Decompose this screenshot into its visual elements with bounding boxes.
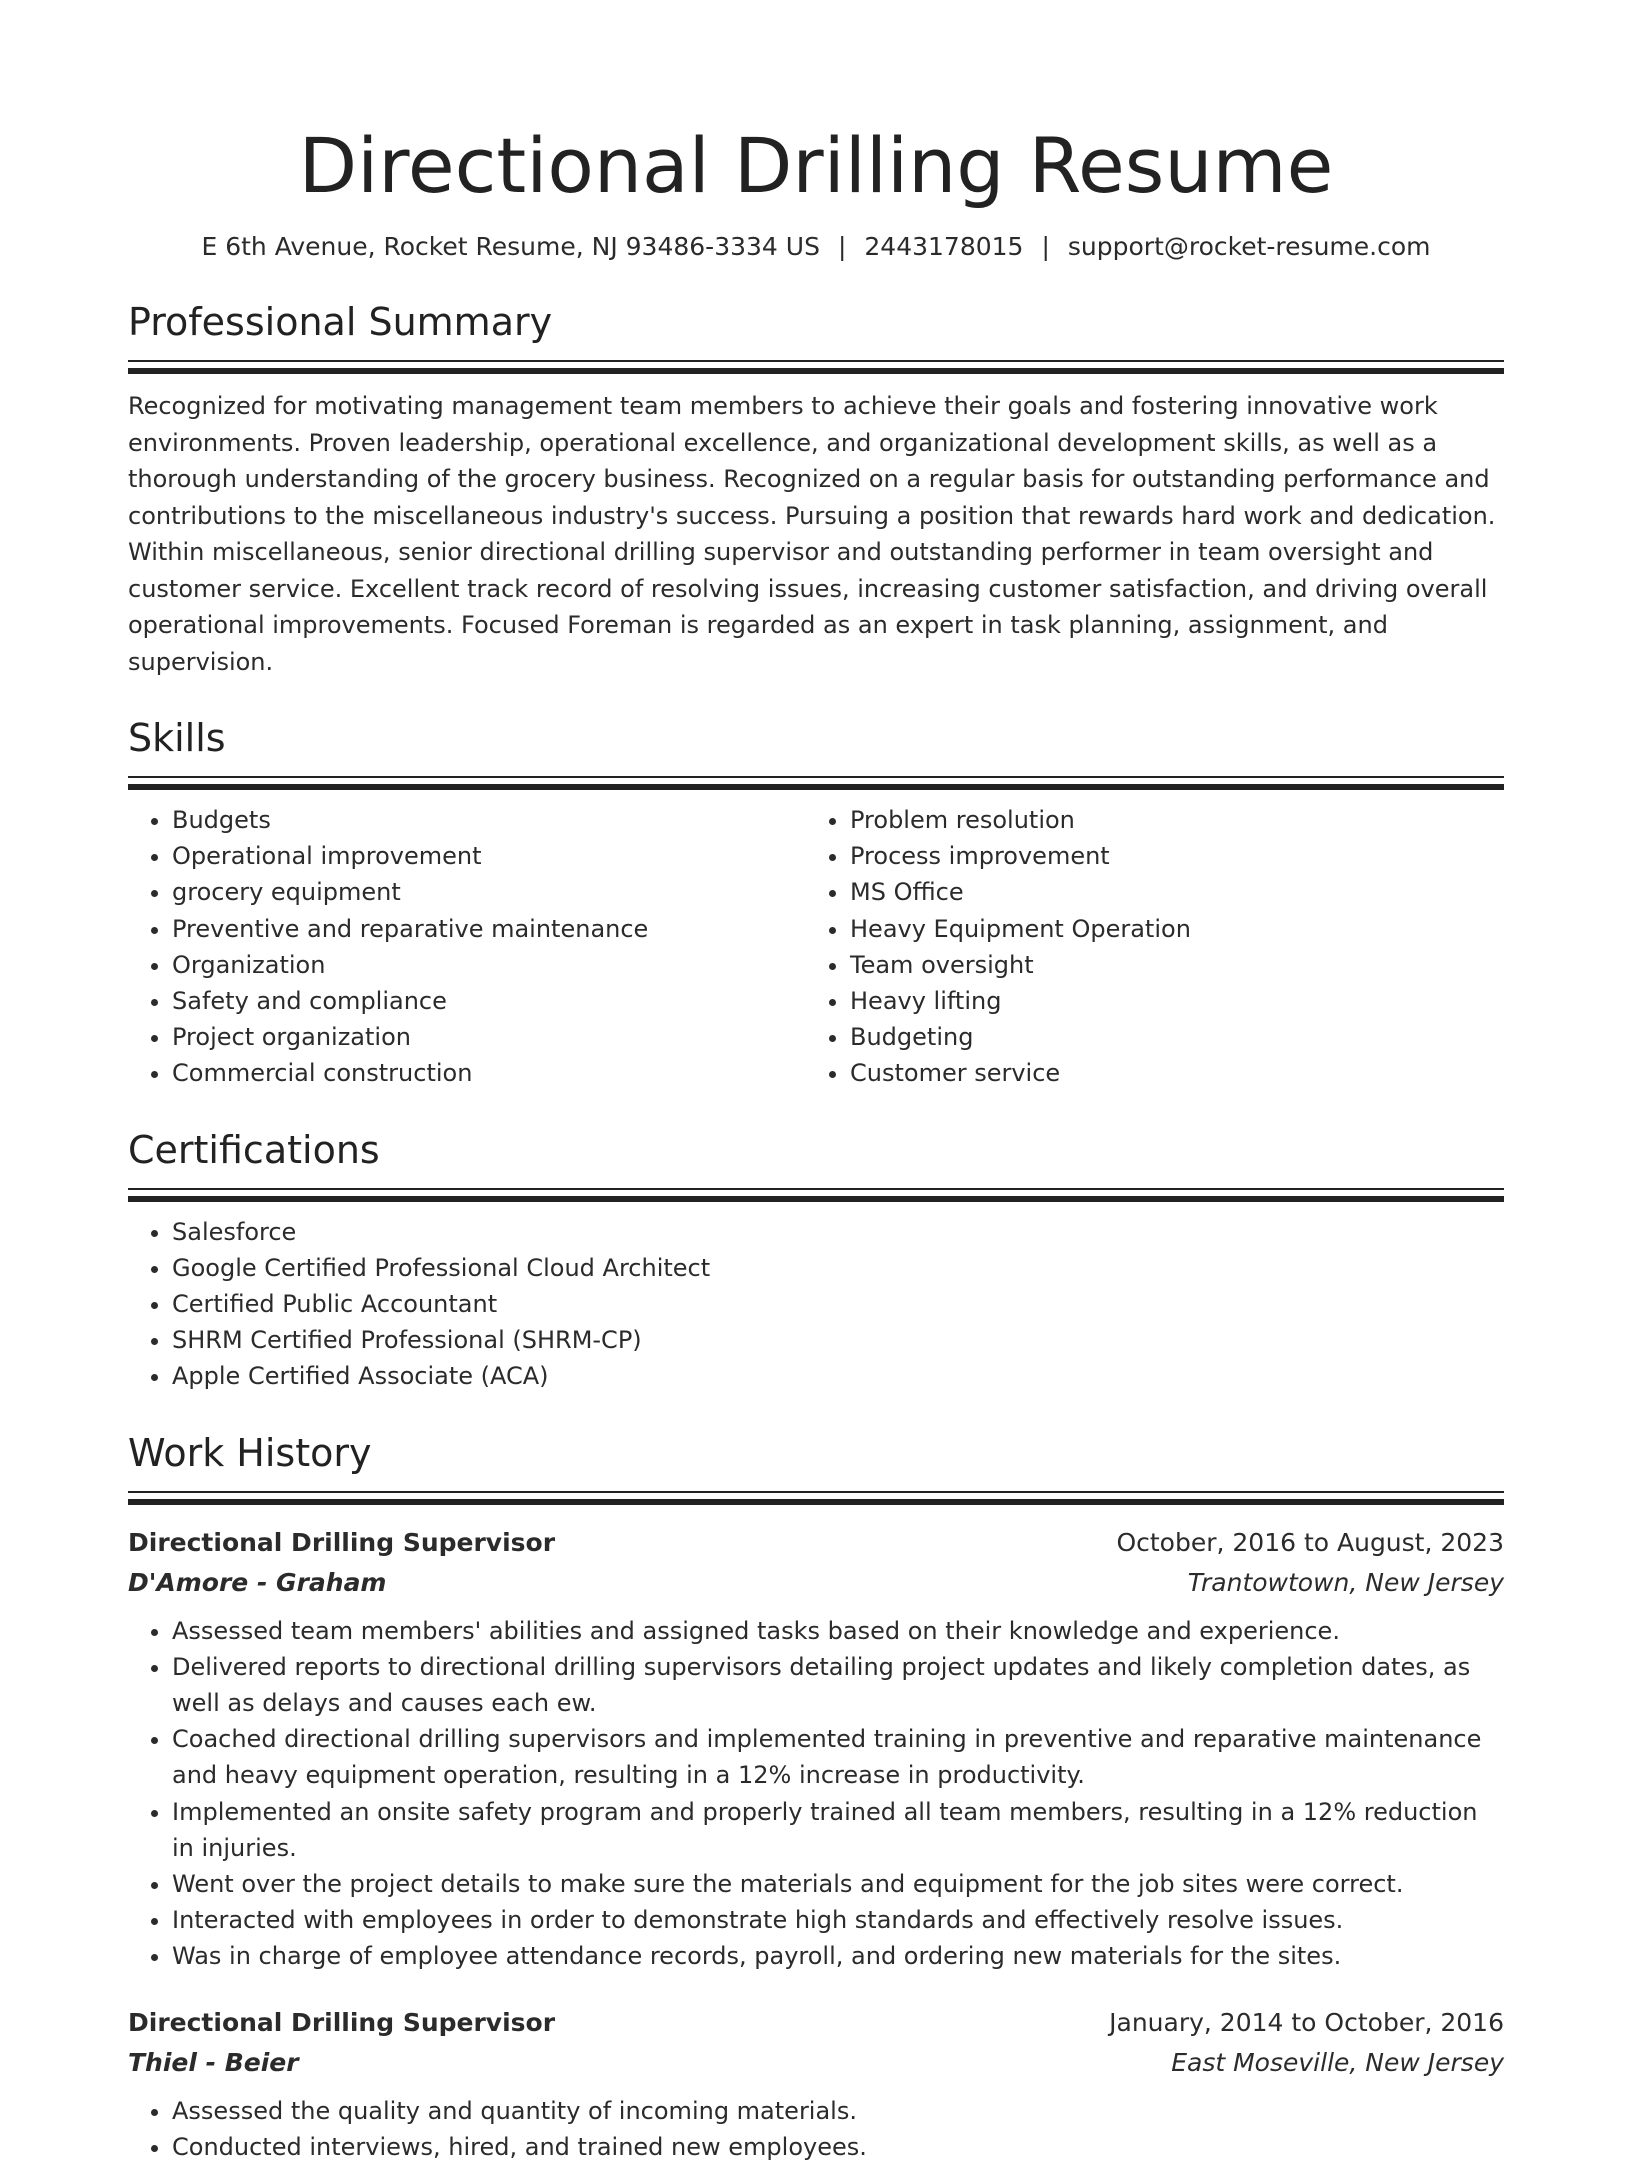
- job-entry: [128, 2003, 1504, 2165]
- job-title: Directional Drilling Supervisor: [128, 1527, 556, 1557]
- section-divider: [128, 1188, 1504, 1202]
- skill-item: • grocery equipment: [172, 874, 806, 910]
- skill-item: • Heavy Equipment Operation: [850, 911, 1484, 947]
- job-location: Trantowtown, New Jersey: [1187, 1567, 1504, 1597]
- skill-item: • Heavy lifting: [850, 983, 1484, 1019]
- job-bullet: • Assessed team members' abilities and assigned tasks based on their knowledge and experience.: [172, 1613, 1504, 1649]
- contact-separator: |: [837, 232, 847, 261]
- contact-line: [128, 230, 1504, 264]
- section-divider: [128, 1491, 1504, 1505]
- contact-phone: 2443178015: [864, 232, 1024, 261]
- job-bullets: [128, 1613, 1504, 1975]
- certification-item: • Google Certified Professional Cloud Architect: [172, 1250, 1504, 1286]
- skills-list-right: [806, 802, 1484, 1092]
- section-divider: [128, 360, 1504, 374]
- skill-item: • MS Office: [850, 874, 1484, 910]
- skill-item: • Problem resolution: [850, 802, 1484, 838]
- skills-section: [128, 714, 1504, 1092]
- skill-item: • Commercial construction: [172, 1055, 806, 1091]
- work-history-section: [128, 1429, 1504, 2165]
- certification-item: • SHRM Certified Professional (SHRM-CP): [172, 1322, 1504, 1358]
- section-heading-summary: Professional Summary: [128, 300, 553, 344]
- summary-section: [128, 298, 1504, 680]
- skill-item: • Team oversight: [850, 947, 1484, 983]
- skills-columns: [128, 790, 1504, 1092]
- skill-item: • Customer service: [850, 1055, 1484, 1091]
- skill-item: • Budgeting: [850, 1019, 1484, 1055]
- skill-item: • Process improvement: [850, 838, 1484, 874]
- job-title: Directional Drilling Supervisor: [128, 2007, 556, 2037]
- skill-item: • Safety and compliance: [172, 983, 806, 1019]
- job-subheader: [128, 1563, 1504, 1603]
- job-company: Thiel - Beier: [128, 2047, 299, 2077]
- job-bullet: • Went over the project details to make sure the materials and equipment for the job sites were correct.: [172, 1866, 1504, 1902]
- skill-item: • Preventive and reparative maintenance: [172, 911, 806, 947]
- summary-text: Recognized for motivating management team members to achieve their goals and fostering innovative work environments. Proven leadership, operational excellence, and organizational development skills, as well as a thorough understanding of the grocery business. Recognized on a regular basis for outstanding performance and contributions to the miscellaneous industry's success. Pursuing a position that rewards hard work and dedication. Within miscellaneous, senior directional drilling supervisor and outstanding performer in team oversight and customer service. Excellent track record of resolving issues, increasing customer satisfaction, and driving overall operational improvements. Focused Foreman is regarded as an expert in task planning, assignment, and supervision.: [128, 392, 1496, 676]
- job-bullet: • Assessed the quality and quantity of incoming materials.: [172, 2093, 1504, 2129]
- skills-list-left: [128, 802, 806, 1092]
- certification-item: • Salesforce: [172, 1214, 1504, 1250]
- skill-item: • Project organization: [172, 1019, 806, 1055]
- job-bullet: • Delivered reports to directional drilling supervisors detailing project updates and likely completion dates, as well as delays and causes each ew.: [172, 1649, 1504, 1721]
- skill-item: • Budgets: [172, 802, 806, 838]
- job-dates: January, 2014 to October, 2016: [1109, 2007, 1504, 2037]
- job-subheader: [128, 2043, 1504, 2083]
- job-location: East Moseville, New Jersey: [1171, 2047, 1504, 2077]
- contact-address: E 6th Avenue, Rocket Resume, NJ 93486-3334 US: [201, 232, 820, 261]
- certification-item: • Certified Public Accountant: [172, 1286, 1504, 1322]
- section-heading-certifications: Certifications: [128, 1127, 380, 1172]
- skill-item: • Operational improvement: [172, 838, 806, 874]
- section-heading-skills: Skills: [128, 716, 226, 760]
- job-entry: [128, 1523, 1504, 1975]
- contact-separator: |: [1041, 232, 1050, 261]
- job-bullet: • Was in charge of employee attendance records, payroll, and ordering new materials for the sites.: [172, 1938, 1504, 1974]
- skill-item: • Organization: [172, 947, 806, 983]
- job-dates: October, 2016 to August, 2023: [1116, 1527, 1504, 1557]
- certifications-list: [128, 1214, 1504, 1395]
- job-bullets: [128, 2093, 1504, 2165]
- job-bullet: • Implemented an onsite safety program and properly trained all team members, resulting in a 12% reduction in injuries.: [172, 1794, 1504, 1866]
- resume-page: [128, 0, 1504, 2165]
- job-header: [128, 2003, 1504, 2043]
- job-company: D'Amore - Graham: [128, 1567, 387, 1597]
- job-header: [128, 1523, 1504, 1563]
- section-divider: [128, 776, 1504, 790]
- job-bullet: • Coached directional drilling supervisors and implemented training in preventive and reparative maintenance and heavy equipment operation, resulting in a 12% increase in productivity.: [172, 1721, 1504, 1793]
- resume-title: Directional Drilling Resume: [298, 121, 1334, 210]
- contact-email: support@rocket-resume.com: [1067, 232, 1431, 261]
- job-bullet: • Interacted with employees in order to demonstrate high standards and effectively resolve issues.: [172, 1902, 1504, 1938]
- certifications-section: [128, 1126, 1504, 1395]
- job-bullet: • Conducted interviews, hired, and trained new employees.: [172, 2129, 1504, 2165]
- section-heading-work-history: Work History: [128, 1430, 372, 1475]
- certification-item: • Apple Certified Associate (ACA): [172, 1358, 1504, 1394]
